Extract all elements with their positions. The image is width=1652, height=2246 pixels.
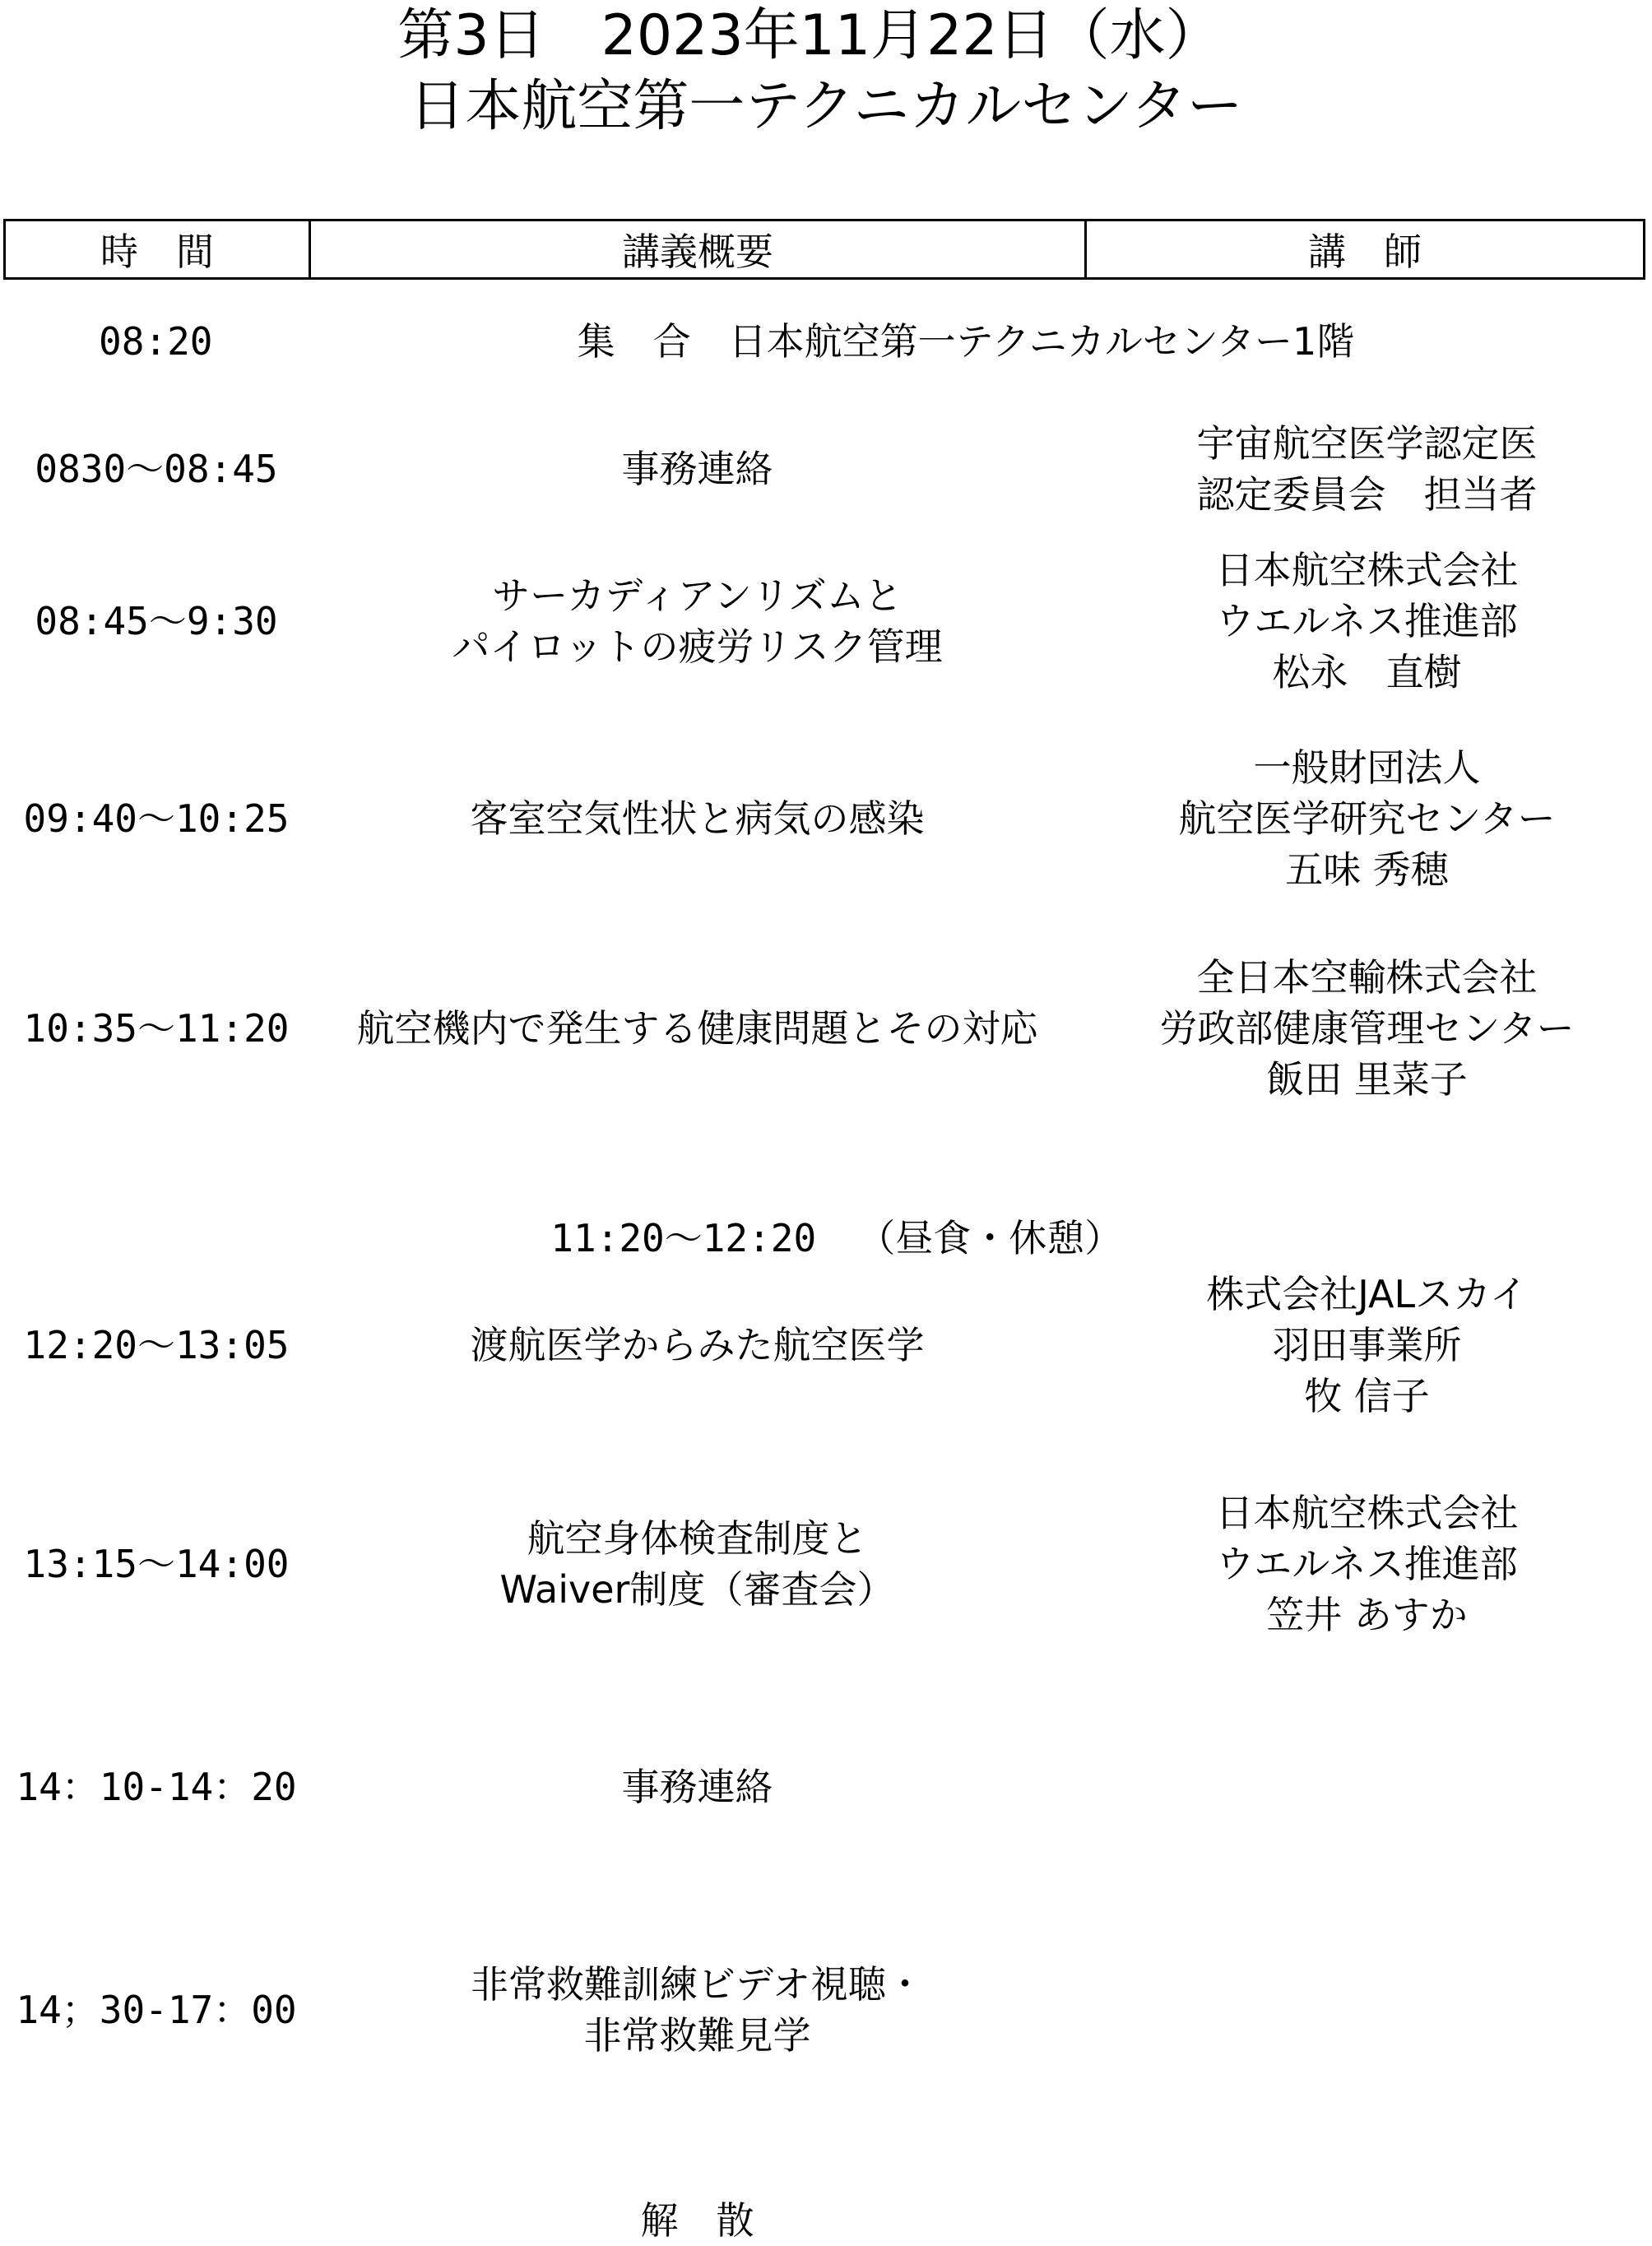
session-summary — [313, 1486, 1082, 1642]
lecturer-line: 日本航空株式会社 — [1215, 548, 1519, 592]
session-lecturer — [1082, 1486, 1652, 1642]
session-lecturer — [1082, 1267, 1652, 1423]
page-title: 第3日 2023年11月22日（水） — [397, 3, 1222, 68]
summary-line: 客室空気性状と病気の感染 — [470, 796, 925, 841]
table-row — [0, 411, 1652, 527]
lecturer-line: ウエルネス推進部 — [1216, 1542, 1518, 1586]
assembly-text: 集 合 日本航空第一テクニカルセンター1階 — [577, 319, 1355, 364]
session-summary — [313, 411, 1082, 527]
header-time: 時 間 — [6, 221, 311, 277]
table-row — [0, 543, 1652, 699]
session-time: 10:35～11:20 — [23, 1006, 290, 1051]
session-summary — [313, 950, 1082, 1107]
session-summary — [313, 740, 1082, 897]
page-subtitle-venue: 日本航空第一テクニカルセンター — [409, 74, 1243, 139]
session-summary — [313, 1956, 1082, 2063]
summary-line: 非常救難見学 — [583, 2013, 811, 2058]
session-time: 14：10-14：20 — [16, 1765, 297, 1809]
summary-line: 非常救難訓練ビデオ視聴・ — [470, 1962, 925, 2007]
summary-line: 渡航医学からみた航空医学 — [470, 1323, 925, 1367]
assembly-time: 08:20 — [99, 319, 213, 364]
summary-line: サーカディアンリズムと — [492, 573, 903, 618]
lunch-break — [527, 1162, 1122, 1264]
table-row — [0, 1486, 1652, 1642]
lecturer-line: 航空医学研究センター — [1178, 796, 1556, 841]
summary-line: 航空機内で発生する健康問題とその対応 — [356, 1006, 1038, 1051]
dismissal: 解 散 — [640, 2198, 754, 2243]
session-lecturer — [1082, 950, 1652, 1107]
lecturer-line: 宇宙航空医学認定医 — [1196, 421, 1538, 466]
summary-line: パイロットの疲労リスク管理 — [452, 624, 943, 669]
lecturer-line: 認定委員会 担当者 — [1196, 472, 1538, 517]
table-row — [0, 1754, 1652, 1820]
summary-line: Waiver制度（審査会） — [499, 1567, 895, 1612]
session-lecturer — [1082, 543, 1652, 699]
lecturer-line: 日本航空株式会社 — [1215, 1491, 1519, 1535]
session-summary — [313, 1754, 1082, 1820]
table-header — [3, 219, 1645, 280]
lecturer-line: 羽田事業所 — [1272, 1323, 1462, 1367]
session-time: 13:15～14:00 — [23, 1542, 290, 1586]
lecturer-line: 株式会社JALスカイ — [1206, 1272, 1528, 1316]
lunch-time: 11:20～12:20 — [550, 1216, 817, 1260]
lecturer-line: 松永 直樹 — [1272, 650, 1462, 694]
table-row — [0, 740, 1652, 897]
header-lecturer: 講 師 — [1308, 230, 1422, 274]
session-lecturer — [1082, 740, 1652, 897]
summary-line: 事務連絡 — [621, 447, 773, 491]
lecturer-line: 牧 信子 — [1304, 1374, 1430, 1418]
lunch-label: （昼食・休憩） — [857, 1216, 1123, 1260]
session-time: 14；30-17：00 — [16, 1988, 297, 2032]
session-summary — [313, 1267, 1082, 1423]
lecturer-line: 労政部健康管理センター — [1159, 1006, 1575, 1051]
lecturer-line: ウエルネス推進部 — [1216, 599, 1518, 643]
lecturer-line: 五味 秀穂 — [1285, 847, 1449, 892]
lecturer-line: 全日本空輸株式会社 — [1196, 955, 1538, 1000]
table-row — [0, 1956, 1652, 2063]
session-lecturer — [1082, 411, 1652, 527]
table-row — [0, 1267, 1652, 1423]
header-summary: 講義概要 — [311, 221, 1087, 277]
lecturer-line: 飯田 里菜子 — [1266, 1057, 1468, 1102]
summary-line: 航空身体検査制度と — [527, 1516, 868, 1561]
session-time: 08:45～9:30 — [35, 599, 278, 643]
session-summary — [313, 543, 1082, 699]
session-time: 09:40～10:25 — [23, 796, 290, 841]
table-row — [0, 950, 1652, 1107]
lecturer-line: 一般財団法人 — [1253, 745, 1481, 790]
summary-line: 事務連絡 — [621, 1765, 773, 1809]
session-time: 12:20～13:05 — [23, 1323, 290, 1367]
session-time: 0830～08:45 — [35, 447, 278, 491]
lecturer-line: 笠井 あすか — [1266, 1593, 1468, 1637]
